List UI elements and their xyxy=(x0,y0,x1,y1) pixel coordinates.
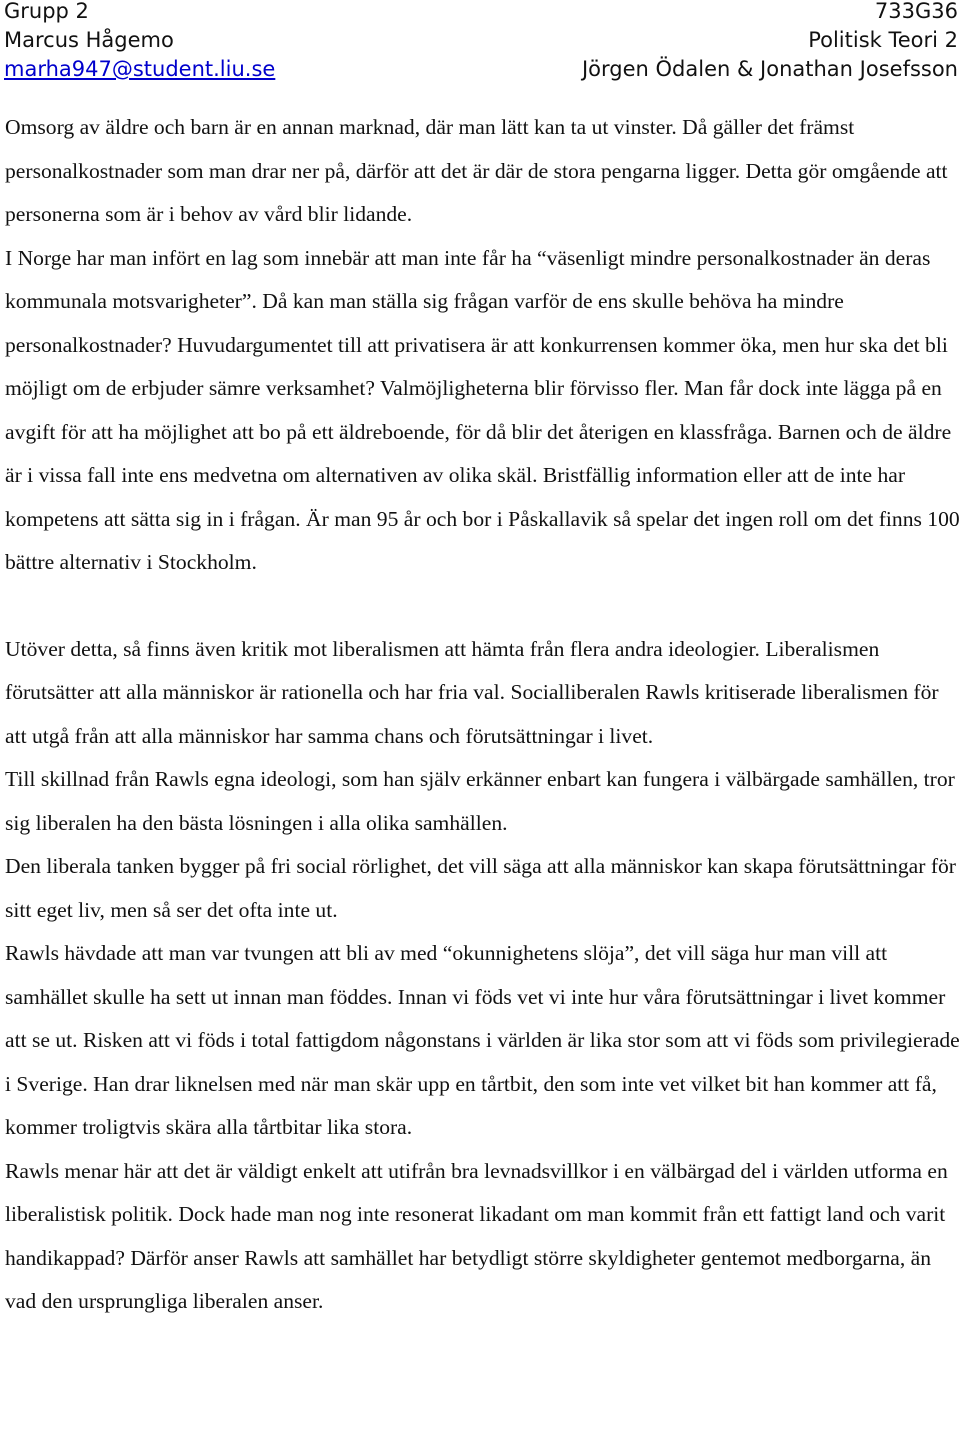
course-code: 733G36 xyxy=(874,0,958,23)
email-link[interactable]: marha947@student.liu.se xyxy=(4,57,276,81)
header-left xyxy=(4,0,275,84)
teachers: Jörgen Ödalen & Jonathan Josefsson xyxy=(581,57,958,81)
paragraph-rawls-ideologi: Till skillnad från Rawls egna ideologi, som han själv erkänner enbart kan fungera i välbärgade samhällen, tror sig liberalen ha den bästa lösningen i alla olika samhällen. xyxy=(5,767,955,835)
course-name: Politisk Teori 2 xyxy=(808,28,958,52)
paragraph-norge: I Norge har man infört en lag som innebär att man inte får ha “väsenligt mindre personalkostnader än deras kommunala motsvarigheter”. Då kan man ställa sig frågan varför de ens skulle behöva ha mindre personalkostnader? Huvudargumentet till att privatisera är att konkurrensen kommer öka, men hur ska det bli möjligt om de erbjuder sämre verksamhet? Valmöjligheterna blir förvisso fler. Man får dock inte lägga på en avgift för att ha möjlighet att bo på ett äldreboende, för då blir det återigen en klassfråga. Barnen och de äldre är i vissa fall inte ens medvetna om alternativen av olika skäl. Bristfällig information eller att de inte har kompetens att sätta sig in i frågan. Är man 95 år och bor i Påskallavik så spelar det ingen roll om det finns 100 bättre alternativ i Stockholm. xyxy=(5,245,960,574)
group-label: Grupp 2 xyxy=(4,0,89,23)
paragraph-kritik: Utöver detta, så finns även kritik mot liberalismen att hämta från flera andra ideologier. Liberalismen förutsätter att alla människor är rationella och har fria val. Socialliberalen Rawls kritiserade liberalismen för att utgå från att alla människor har samma chans och förutsättningar i livet. xyxy=(5,636,939,748)
document-body xyxy=(5,106,960,1324)
paragraph-okunnighetens-sloja: Rawls hävdade att man var tvungen att bli av med “okunnighetens slöja”, det vill säga hur man vill att samhället skulle ha sett ut innan man föddes. Innan vi föds vet vi inte hur våra förutsättningar i livet kommer att se ut. Risken att vi föds i total fattigdom någonstans i världen är lika stor som att vi föds som privilegierade i Sverige. Han drar liknelsen med när man skär upp en tårtbit, den som inte vet vilket bit han kommer att få, kommer troligtvis skära alla tårtbitar lika stora. xyxy=(5,941,960,1139)
paragraph-gap xyxy=(5,585,960,628)
header-right xyxy=(582,0,958,84)
paragraph-liberala-tanken: Den liberala tanken bygger på fri social rörlighet, det vill säga att alla människor kan skapa förutsättningar för sitt eget liv, men så ser det ofta inte ut. xyxy=(5,854,957,922)
author-name: Marcus Hågemo xyxy=(4,28,174,52)
page-header xyxy=(0,0,960,92)
paragraph-omsorg: Omsorg av äldre och barn är en annan marknad, där man lätt kan ta ut vinster. Då gäller det främst personalkostnader som man drar ner på, därför att det är där de stora pengarna ligger. Detta gör omgående att personerna som är i behov av vård blir lidande. xyxy=(5,115,948,226)
paragraph-rawls-menar: Rawls menar här att det är väldigt enkelt att utifrån bra levnadsvillkor i en välbärgad del i världen utforma en liberalistisk politik. Dock hade man nog inte resonerat likadant om man kommit från ett fattigt land och varit handikappad? Därför anser Rawls att samhället har betydligt större skyldigheter gentemot medborgarna, än vad den ursprungliga liberalen anser. xyxy=(5,1158,948,1313)
